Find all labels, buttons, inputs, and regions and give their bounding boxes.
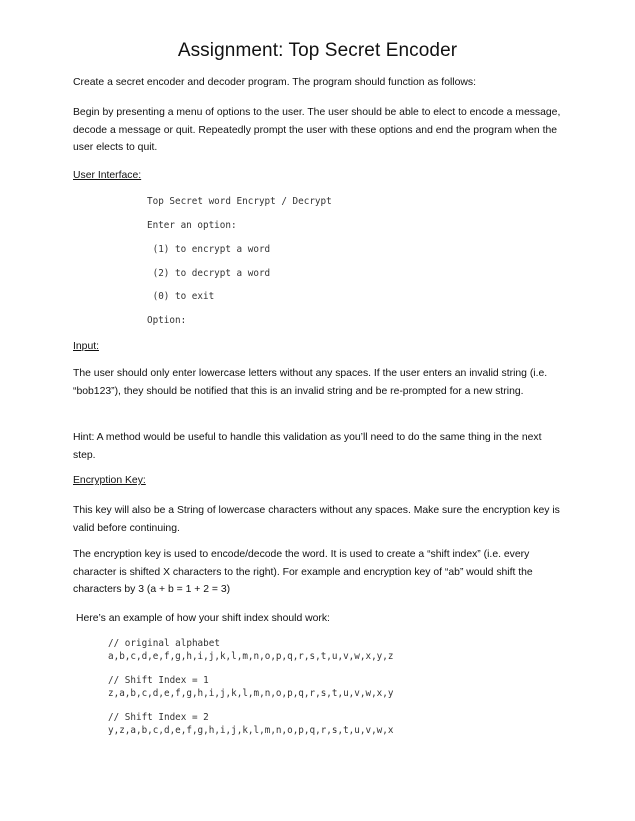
user-interface-heading: User Interface:: [73, 170, 142, 181]
shift-paragraph: The encryption key is used to encode/decode the word. It is used to create a “shift index” (i.e. every character is shifted X characters to the right). For example and encryption key of “ab” would shift the characters by 3 (a + b = 1 + 2 = 3): [73, 549, 533, 595]
ui-line: Top Secret word Encrypt / Decrypt: [147, 196, 332, 207]
page-title: Assignment: Top Secret Encoder: [177, 40, 458, 61]
hint-paragraph: Hint: A method would be useful to handle this validation as you’ll need to do the same thing in the next step.: [73, 432, 542, 461]
ui-line: (1) to encrypt a word: [147, 244, 271, 255]
code-line: y,z,a,b,c,d,e,f,g,h,i,j,k,l,m,n,o,p,q,r,s,t,u,v,w,x: [108, 725, 394, 736]
input-heading: Input:: [73, 341, 99, 352]
ui-line: (2) to decrypt a word: [147, 268, 271, 279]
encryption-key-heading: Encryption Key:: [73, 475, 146, 486]
intro-paragraph: Create a secret encoder and decoder program. The program should function as follows:: [73, 77, 476, 88]
key-paragraph: This key will also be a String of lowercase characters without any spaces. Make sure the encryption key is valid before continuing.: [73, 505, 560, 534]
ui-line: Enter an option:: [147, 220, 237, 231]
code-line: a,b,c,d,e,f,g,h,i,j,k,l,m,n,o,p,q,r,s,t,u,v,w,x,y,z: [108, 651, 394, 662]
ui-line: Option:: [147, 315, 187, 326]
example-intro: Here’s an example of how your shift index should work:: [76, 613, 330, 624]
code-line: // Shift Index = 2: [108, 712, 209, 723]
input-paragraph: The user should only enter lowercase letters without any spaces. If the user enters an invalid string (i.e. “bob123”), they should be notified that this is an invalid string and be re-prompted for a new string.: [73, 368, 548, 397]
code-line: // original alphabet: [108, 638, 220, 649]
ui-line: (0) to exit: [147, 291, 215, 302]
code-line: z,a,b,c,d,e,f,g,h,i,j,k,l,m,n,o,p,q,r,s,t,u,v,w,x,y: [108, 688, 394, 699]
menu-paragraph: Begin by presenting a menu of options to the user. The user should be able to elect to encode a message, decode a message or quit. Repeatedly prompt the user with these options and end the program when the user elects to quit.: [73, 107, 561, 153]
code-line: // Shift Index = 1: [108, 675, 209, 686]
